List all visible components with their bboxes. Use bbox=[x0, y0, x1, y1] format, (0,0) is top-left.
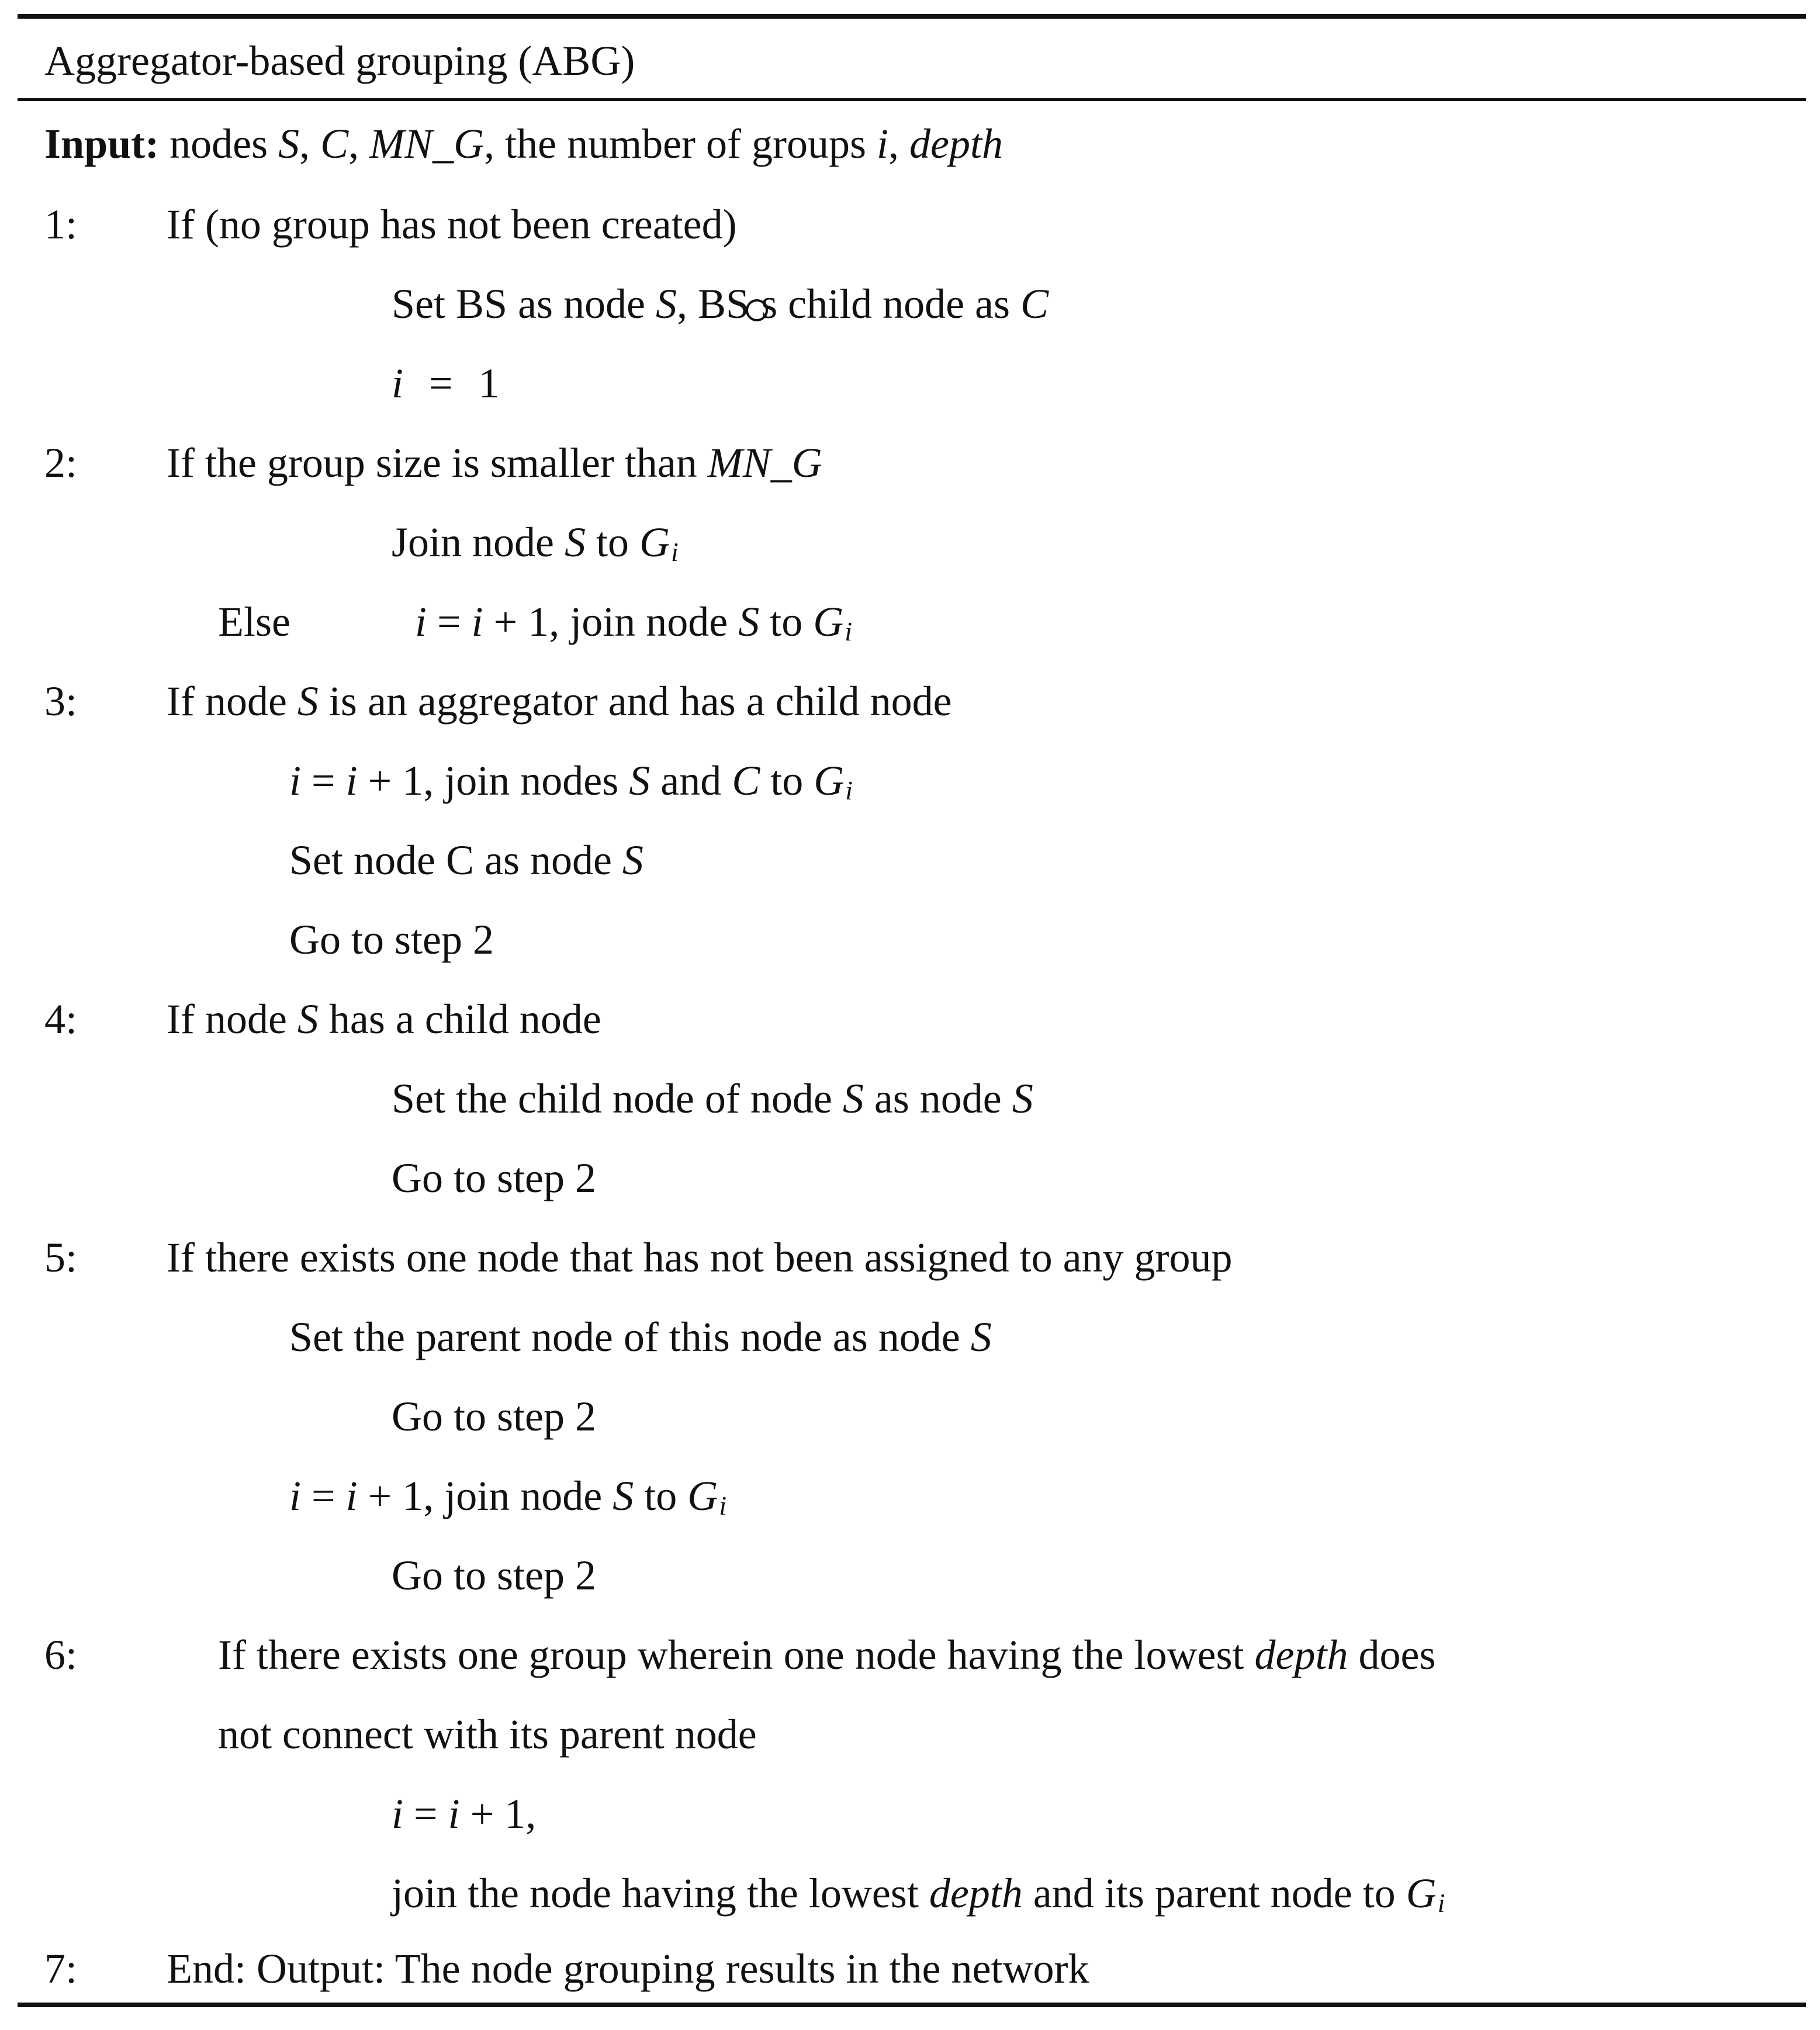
step-number: 1: bbox=[44, 201, 78, 248]
step-number: 5: bbox=[44, 1234, 78, 1281]
step-number: 3: bbox=[44, 678, 78, 725]
step-number: 7: bbox=[44, 1945, 78, 1992]
step-number: 4: bbox=[44, 996, 78, 1042]
input-label: Input: bbox=[44, 120, 160, 167]
top-rule bbox=[18, 14, 1806, 19]
step-number: 6: bbox=[44, 1631, 78, 1678]
glyph-mark-icon bbox=[746, 299, 768, 321]
step-number: 2: bbox=[44, 439, 78, 486]
